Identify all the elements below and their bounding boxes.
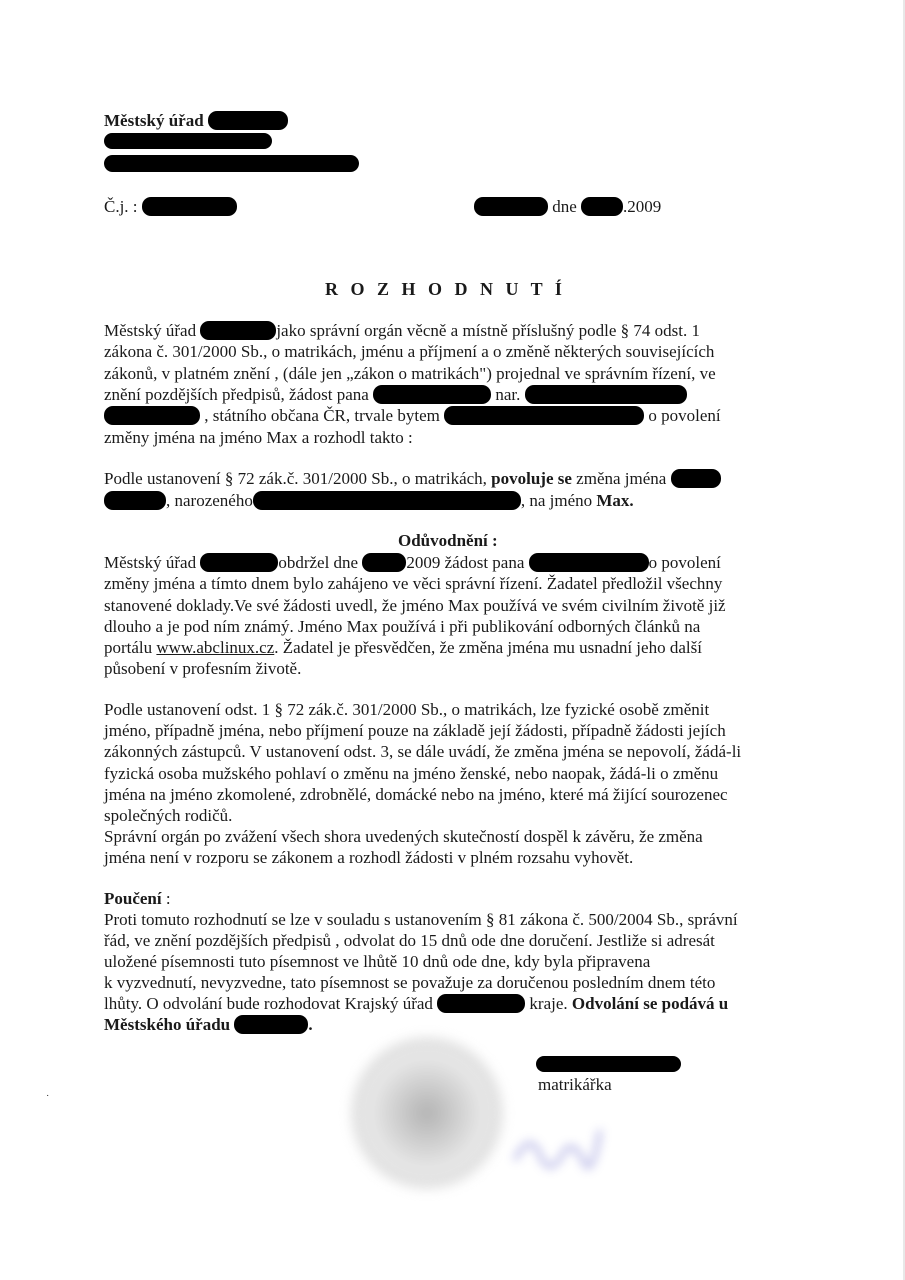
redaction (525, 385, 687, 404)
redaction (581, 197, 623, 216)
redaction (142, 197, 237, 216)
intro-line-1: Městský úřad jako správní orgán věcně a místně příslušný podle § 74 odst. 1 (104, 321, 700, 340)
instruction-line-3: uložené písemnosti tuto písemnost ve lhůtě 10 dnů ode dne, kdy byla připravena (104, 952, 651, 971)
reasoning-line-6: působení v profesním životě. (104, 659, 302, 678)
reasoning-line-5: portálu www.abclinux.cz. Žadatel je přesvědčen, že změna jména mu usnadní jeho další (104, 638, 702, 657)
law-line-3: zákonných zástupců. V ustanovení odst. 3, se dále uvádí, že změna jména se nepovolí, žádá-li (104, 742, 742, 761)
instruction-line-2: řád, ve znění pozdějších předpisů , odvolat do 15 dnů ode dne doručení. Jestliže si adresát (104, 931, 715, 950)
redaction (104, 133, 272, 149)
reference-number: Č.j. : (104, 197, 237, 217)
redaction (529, 553, 649, 572)
redaction (104, 155, 359, 172)
intro-line-5: , státního občana ČR, trvale bytem o povolení (104, 405, 721, 426)
instruction-heading: Poučení : (104, 889, 171, 908)
redaction (200, 321, 276, 340)
law-line-6: společných rodičů. (104, 806, 233, 825)
official-stamp (352, 1038, 502, 1188)
date-line: dne .2009 (474, 197, 661, 217)
redaction (253, 491, 521, 510)
instruction-line-4: k vyzvednutí, nevyzvedne, tato písemnost se považuje za doručenou posledním dnem této (104, 973, 716, 992)
reasoning-line-3: stanovené doklady.Ve své žádosti uvedl, že jméno Max používá ve svém civilním životě již (104, 596, 726, 615)
instruction-line-6: Městského úřadu . (104, 1015, 313, 1034)
instruction-line-1: Proti tomuto rozhodnutí se lze v souladu s ustanovením § 81 zákona č. 500/2004 Sb., správní (104, 910, 738, 929)
redaction (104, 491, 166, 510)
intro-line-3: zákonů, v platném znění , (dále jen „zákon o matrikách") projednal ve správním řízení, ve (104, 364, 716, 383)
redaction (373, 385, 491, 404)
signatory-role: matrikářka (538, 1075, 612, 1094)
reasoning-heading: Odůvodnění : (398, 531, 498, 550)
decision-line-1: Podle ustanovení § 72 zák.č. 301/2000 Sb., o matrikách, povoluje se změna jména (104, 468, 721, 489)
document-title: R O Z H O D N U T Í (325, 279, 566, 299)
office-heading (104, 111, 288, 131)
reasoning-line-2: změny jména a tímto dnem bylo zahájeno ve věci správní řízení. Žadatel předložil všechny (104, 574, 723, 593)
redaction (362, 553, 406, 572)
abclinux-link[interactable]: www.abclinux.cz (156, 638, 275, 657)
law-line-4: fyzická osoba mužského pohlaví o změnu na jméno ženské, nebo naopak, žádá-li o změnu (104, 764, 719, 783)
redaction (200, 553, 278, 572)
reasoning-line-1: Městský úřad obdržel dne 2009 žádost pana o povolení (104, 553, 721, 572)
instruction-line-5: lhůty. O odvolání bude rozhodovat Krajský úřad kraje. Odvolání se podává u (104, 994, 729, 1013)
law-line-1: Podle ustanovení odst. 1 § 72 zák.č. 301/2000 Sb., o matrikách, lze fyzické osobě změnit (104, 700, 710, 719)
redaction (444, 406, 644, 425)
decision-line-2: , narozeného , na jméno Max. (104, 490, 634, 511)
intro-line-6: změny jména na jméno Max a rozhodl takto : (104, 428, 413, 447)
law-line-2: jméno, případně jména, nebo příjmení pouze na základě její žádosti, případně žádosti jejích (104, 721, 726, 740)
redaction (536, 1056, 681, 1072)
office-label: Městský úřad (104, 111, 204, 130)
redaction (437, 994, 525, 1013)
redaction (474, 197, 548, 216)
intro-line-4: znění pozdějších předpisů, žádost pana nar. (104, 384, 687, 405)
handwritten-signature (505, 1110, 605, 1190)
law-line-8: jména není v rozporu se zákonem a rozhodl žádosti v plném rozsahu vyhovět. (104, 848, 634, 867)
redaction (208, 111, 288, 130)
reasoning-line-4: dlouho a je pod ním známý. Jméno Max používá i při publikování odborných článků na (104, 617, 701, 636)
law-line-5: jména na jméno zkomolené, zdrobnělé, domácké nebo na jméno, které má žijící sourozenec (104, 785, 728, 804)
intro-line-2: zákona č. 301/2000 Sb., o matrikách, jménu a příjmení a o změně některých souvisejících (104, 342, 715, 361)
scan-mark: ˙ (46, 1094, 50, 1105)
redaction (104, 406, 200, 425)
redaction (234, 1015, 308, 1034)
redaction (671, 469, 721, 488)
law-line-7: Správní orgán po zvážení všech shora uvedených skutečností dospěl k závěru, že změna (104, 827, 703, 846)
